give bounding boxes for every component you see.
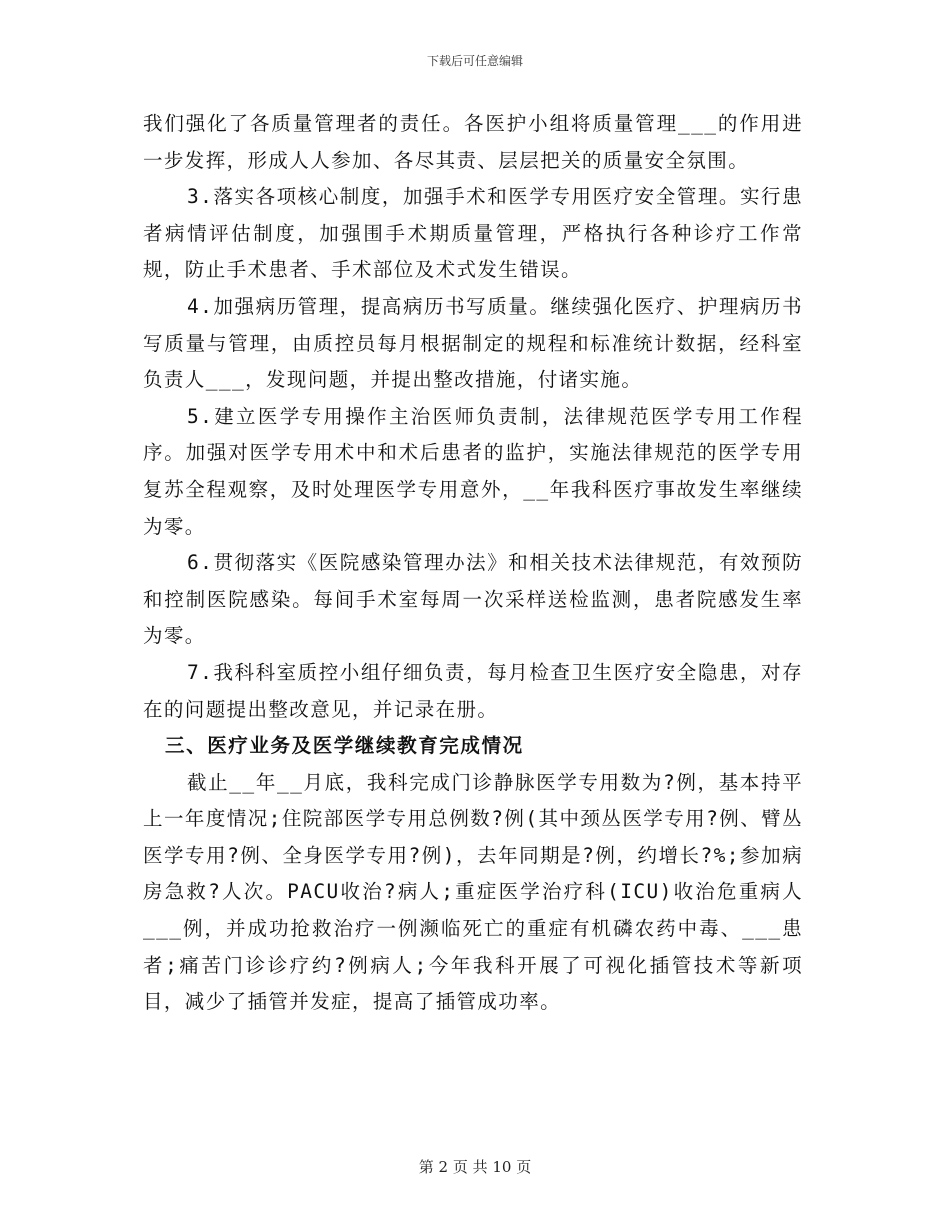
paragraph-item-6: 6.贯彻落实《医院感染管理办法》和相关技术法律规范，有效预防和控制医院感染。每间手术室每周一次采样送检监测，患者院感发生率为零。 [143,551,803,648]
page-header: 下载后可任意编辑 [426,54,523,68]
paragraph-section-3-body: 截止__年__月底，我科完成门诊静脉医学专用数为?例，基本持平上一年度情况;住院部医学专用总例数?例(其中颈丛医学专用?例、臂丛医学专用?例、全身医学专用?例)，去年同期是?例，约增长?%;参加病房急救?人次。PACU收治?病人;重症医学治疗科(ICU)收治危重病人___例，并成功抢救治疗一例濒临死亡的重症有机磷农药中毒、___患者;痛苦门诊诊疗约?例病人;今年我科开展了可视化插管技术等新项目，减少了插管并发症，提高了插管成功率。 [143,770,803,1014]
page-footer: 第 2 页 共 10 页 [418,1158,532,1176]
section-heading: 三、医疗业务及医学继续教育完成情况 [165,734,524,758]
document-body [143,106,803,1021]
paragraph-1: 我们强化了各质量管理者的责任。各医护小组将质量管理___的作用进一步发挥，形成人人参加、各尽其责、层层把关的质量安全氛围。 [143,112,803,172]
paragraph-item-4: 4.加强病历管理，提高病历书写质量。继续强化医疗、护理病历书写质量与管理，由质控员每月根据制定的规程和标准统计数据，经科室负责人___，发现问题，并提出整改措施，付诸实施。 [143,294,803,392]
paragraph-item-7: 7.我科科室质控小组仔细负责，每月检查卫生医疗安全隐患，对存在的问题提出整改意见，并记录在册。 [143,660,803,721]
paragraph-item-3: 3.落实各项核心制度，加强手术和医学专用医疗安全管理。实行患者病情评估制度，加强围手术期质量管理，严格执行各种诊疗工作常规，防止手术患者、手术部位及术式发生错误。 [143,185,803,282]
paragraph-item-5: 5.建立医学专用操作主治医师负责制，法律规范医学专用工作程序。加强对医学专用术中和术后患者的监护，实施法律规范的医学专用复苏全程观察，及时处理医学专用意外，__年我科医疗事故发生率继续为零。 [143,404,803,538]
